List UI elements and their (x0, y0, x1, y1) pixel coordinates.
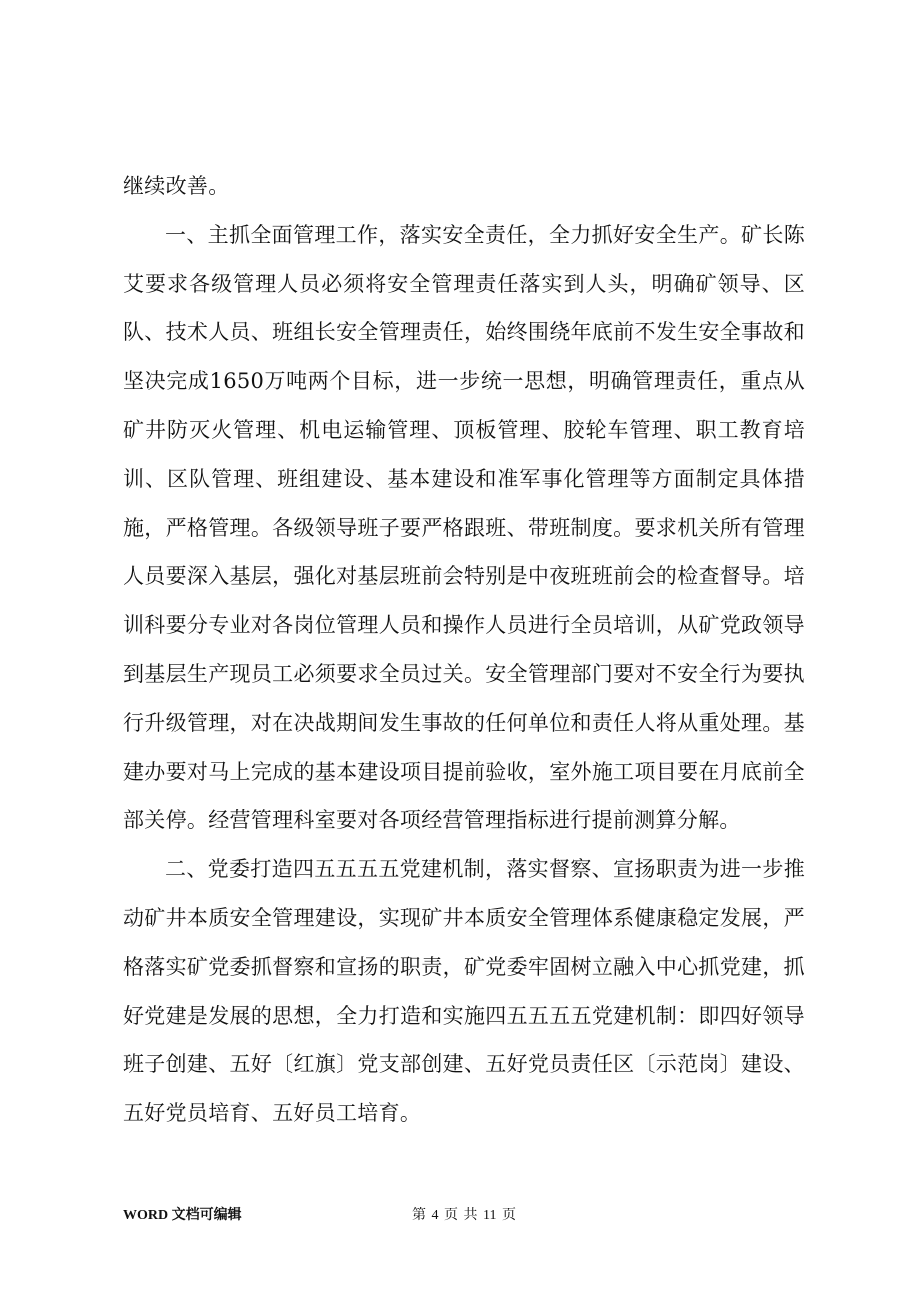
footer-editable-note: WORD 文档可编辑 (123, 1208, 242, 1223)
paragraph-section-one: 一、主抓全面管理工作，落实安全责任，全力抓好安全生产。矿长陈艾要求各级管理人员必须将安全管理责任落实到人头，明确矿领导、区队、技术人员、班组长安全管理责任，始终围绕年底前不发生安全事故和坚决完成1650万吨两个目标，进一步统一思想，明确管理责任，重点从矿井防灭火管理、机电运输管理、顶板管理、胶轮车管理、职工教育培训、区队管理、班组建设、基本建设和准军事化管理等方面制定具体措施，严格管理。各级领导班子要严格跟班、带班制度。要求机关所有管理人员要深入基层，强化对基层班前会特别是中夜班班前会的检查督导。培训科要分专业对各岗位管理人员和操作人员进行全员培训，从矿党政领导到基层生产现员工必须要求全员过关。安全管理部门要对不安全行为要执行升级管理，对在决战期间发生事故的任何单位和责任人将从重处理。基建办要对马上完成的基本建设项目提前验收，室外施工项目要在月底前全部关停。经营管理科室要对各项经营管理指标进行提前测算分解。 (123, 222, 805, 833)
paragraph-section-two: 二、党委打造四五五五五党建机制，落实督察、宣扬职责为进一步推动矿井本质安全管理建设，实现矿井本质安全管理体系健康稳定发展，严格落实矿党委抓督察和宣扬的职责，矿党委牢固树立融入中心抓党建，抓好党建是发展的思想，全力打造和实施四五五五五党建机制：即四好领导班子创建、五好〔红旗〕党支部创建、五好党员责任区〔示范岗〕建设、五好党员培育、五好员工培育。 (123, 857, 805, 1126)
page-footer (0, 1204, 920, 1228)
paragraph-continuation: 继续改善。 (123, 174, 230, 198)
document-body (123, 162, 805, 1138)
page-number: 第 4 页 共 11 页 (412, 1208, 516, 1223)
